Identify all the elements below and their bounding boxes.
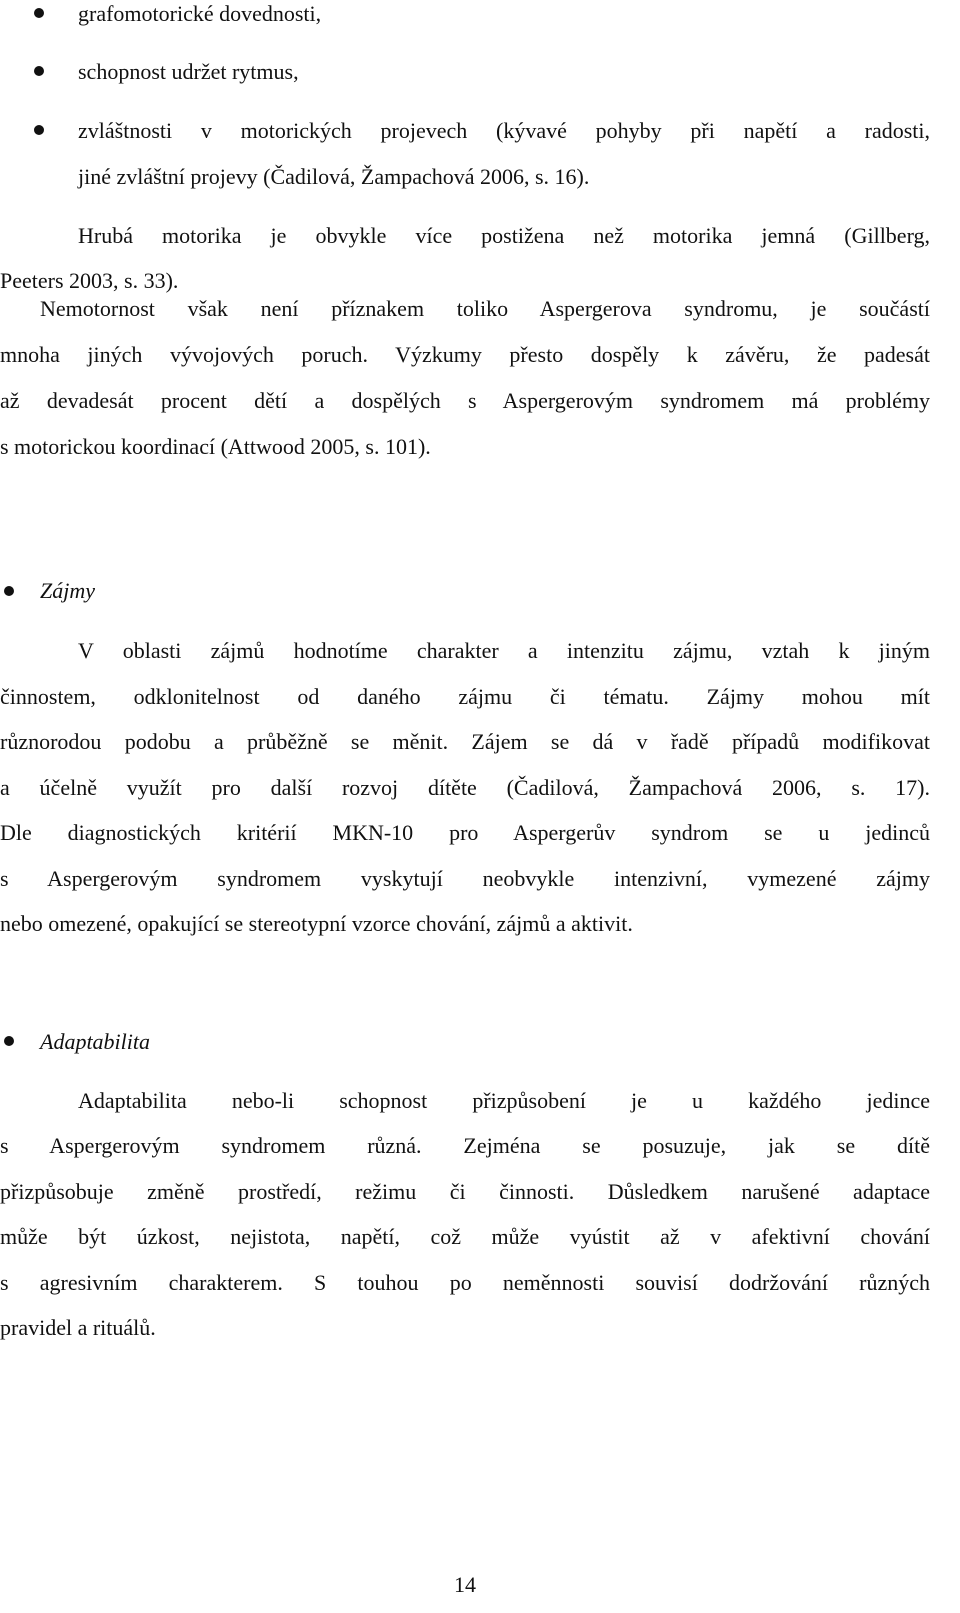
bullet-icon bbox=[4, 586, 14, 596]
paragraph-line: přizpůsobuje změně prostředí, režimu či činnosti. Důsledkem narušené adaptace bbox=[0, 1179, 930, 1204]
paragraph-line: Peeters 2003, s. 33). bbox=[0, 268, 179, 293]
paragraph-line: s Aspergerovým syndromem různá. Zejména se posuzuje, jak se dítě bbox=[0, 1133, 930, 1158]
list-item-text: grafomotorické dovednosti, bbox=[78, 1, 322, 26]
section-heading: Zájmy bbox=[40, 578, 95, 603]
list-item-text: schopnost udržet rytmus, bbox=[78, 59, 299, 84]
paragraph-line: s Aspergerovým syndromem vyskytují neobvykle intenzivní, vymezené zájmy bbox=[0, 866, 930, 891]
paragraph-line: mnoha jiných vývojových poruch. Výzkumy přesto dospěly k závěru, že padesát bbox=[0, 342, 930, 367]
bullet-icon bbox=[34, 125, 44, 135]
list-item-text-line: jiné zvláštní projevy (Čadilová, Žampachová 2006, s. 16). bbox=[78, 164, 590, 189]
paragraph-line: Adaptabilita nebo-li schopnost přizpůsobení je u každého jedince bbox=[78, 1088, 930, 1113]
paragraph-line: nebo omezené, opakující se stereotypní vzorce chování, zájmů a aktivit. bbox=[0, 911, 633, 936]
paragraph-line: až devadesát procent dětí a dospělých s Aspergerovým syndromem má problémy bbox=[0, 388, 930, 413]
section-heading: Adaptabilita bbox=[40, 1029, 150, 1054]
paragraph-line: s motorickou koordinací (Attwood 2005, s. 101). bbox=[0, 434, 431, 459]
paragraph-line: a účelně využít pro další rozvoj dítěte (Čadilová, Žampachová 2006, s. 17). bbox=[0, 775, 930, 800]
paragraph-line: může být úzkost, nejistota, napětí, což může vyústit až v afektivní chování bbox=[0, 1224, 930, 1249]
paragraph-line: Dle diagnostických kritérií MKN-10 pro Aspergerův syndrom se u jedinců bbox=[0, 820, 930, 845]
bullet-icon bbox=[34, 8, 44, 18]
paragraph-line: Hrubá motorika je obvykle více postižena než motorika jemná (Gillberg, bbox=[78, 223, 930, 248]
page-number: 14 bbox=[454, 1572, 476, 1597]
paragraph-line: V oblasti zájmů hodnotíme charakter a intenzitu zájmu, vztah k jiným bbox=[78, 638, 930, 663]
paragraph-line: s agresivním charakterem. S touhou po neměnnosti souvisí dodržování různých bbox=[0, 1270, 930, 1295]
bullet-icon bbox=[4, 1036, 14, 1046]
paragraph-line: různorodou podobu a průběžně se měnit. Zájem se dá v řadě případů modifikovat bbox=[0, 729, 930, 754]
list-item-text-line: zvláštnosti v motorických projevech (kývavé pohyby při napětí a radosti, bbox=[78, 118, 930, 143]
paragraph-line: pravidel a rituálů. bbox=[0, 1315, 156, 1340]
bullet-icon bbox=[34, 66, 44, 76]
paragraph-line: činnostem, odklonitelnost od daného zájmu či tématu. Zájmy mohou mít bbox=[0, 684, 930, 709]
paragraph-line: Nemotornost však není příznakem toliko Aspergerova syndromu, je součástí bbox=[40, 296, 930, 321]
